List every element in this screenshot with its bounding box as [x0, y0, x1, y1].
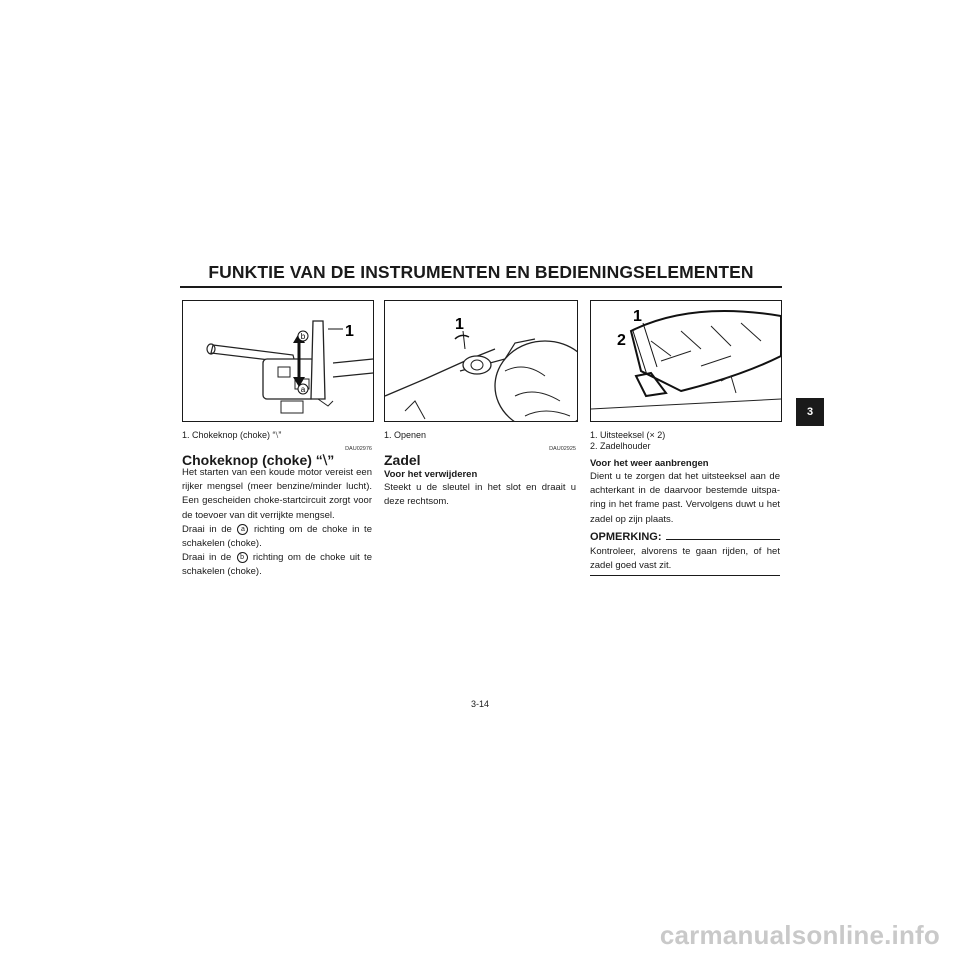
- choke-section-body: [182, 466, 372, 580]
- seat-removal-text: Steekt u de sleutel in het slot en draait u deze rechtsom.: [384, 482, 576, 508]
- choke-paragraph-2: [182, 523, 372, 551]
- figure-label-b: b: [300, 332, 306, 341]
- choke-paragraph-3: [182, 551, 372, 579]
- choke-paragraph-1: Het starten van een koude motor vereist een rijker mengsel (meer benzine/minder lucht). Een gescheiden choke-startcircuit zorgt voor de toevoer van dit verrijkte mengsel.: [182, 467, 372, 521]
- direction-b-marker: b: [237, 552, 248, 563]
- caption-line-2: 2. Zadelhouder: [590, 441, 651, 451]
- direction-a-marker: a: [237, 524, 248, 535]
- page-header: FUNKTIE VAN DE INSTRUMENTEN EN BEDIENINGSELEMENTEN: [208, 262, 754, 282]
- figure-label-2: 2: [617, 332, 626, 349]
- watermark: carmanualsonline.info: [659, 920, 940, 950]
- note-text: Kontroleer, alvorens te gaan rijden, of het zadel goed vast zit.: [590, 546, 780, 572]
- seat-lock-figure: [384, 300, 578, 422]
- figure-label-1: 1: [633, 308, 642, 325]
- figure-label-1: 1: [345, 323, 354, 340]
- seat-lock-caption: 1. Openen: [384, 430, 427, 440]
- choke-p2-before: Draai in de: [182, 523, 237, 535]
- seat-section-title: Zadel: [384, 452, 421, 468]
- caption-line-1: 1. Uitsteeksel (× 2): [590, 430, 666, 440]
- seat-holder-illustration: [591, 301, 781, 421]
- seat-holder-caption: [590, 430, 665, 452]
- choke-illustration: [183, 301, 373, 421]
- seat-install-subtitle: Voor het weer aanbrengen: [590, 458, 709, 469]
- choke-p3-after: richting om de choke uit te schakelen (choke).: [182, 552, 372, 578]
- note-heading-row: [590, 531, 780, 543]
- choke-section-code: DAU02976: [345, 446, 372, 452]
- choke-section-title: Chokeknop (choke) “⧵”: [182, 452, 335, 468]
- choke-figure-caption: 1. Chokeknop (choke) “⧵”: [182, 430, 282, 440]
- seat-lock-illustration: [385, 301, 577, 421]
- note-bottom-rule: [590, 575, 780, 576]
- header-rule: [180, 286, 782, 288]
- figure-label-a: a: [300, 385, 306, 394]
- seat-holder-figure: [590, 300, 782, 422]
- note-title: OPMERKING:: [590, 531, 662, 543]
- choke-p3-before: Draai in de: [182, 552, 236, 564]
- chapter-tab: 3: [796, 398, 824, 426]
- page-number: 3-14: [470, 699, 489, 709]
- choke-figure: [182, 300, 374, 422]
- choke-p2-after: richting om de choke in te schakelen (choke).: [182, 523, 372, 550]
- figure-label-1: 1: [455, 316, 464, 333]
- note-heading-rule: [666, 539, 781, 540]
- seat-install-text: Dient u te zorgen dat het uitsteeksel aan de achterkant in de daarvoor bestemde uitspa-ring in het frame past. Vervolgens duwt u het zadel op zijn plaats.: [590, 471, 780, 525]
- seat-removal-subtitle: Voor het verwijderen: [384, 469, 478, 480]
- seat-section-code: DAU02925: [549, 446, 576, 452]
